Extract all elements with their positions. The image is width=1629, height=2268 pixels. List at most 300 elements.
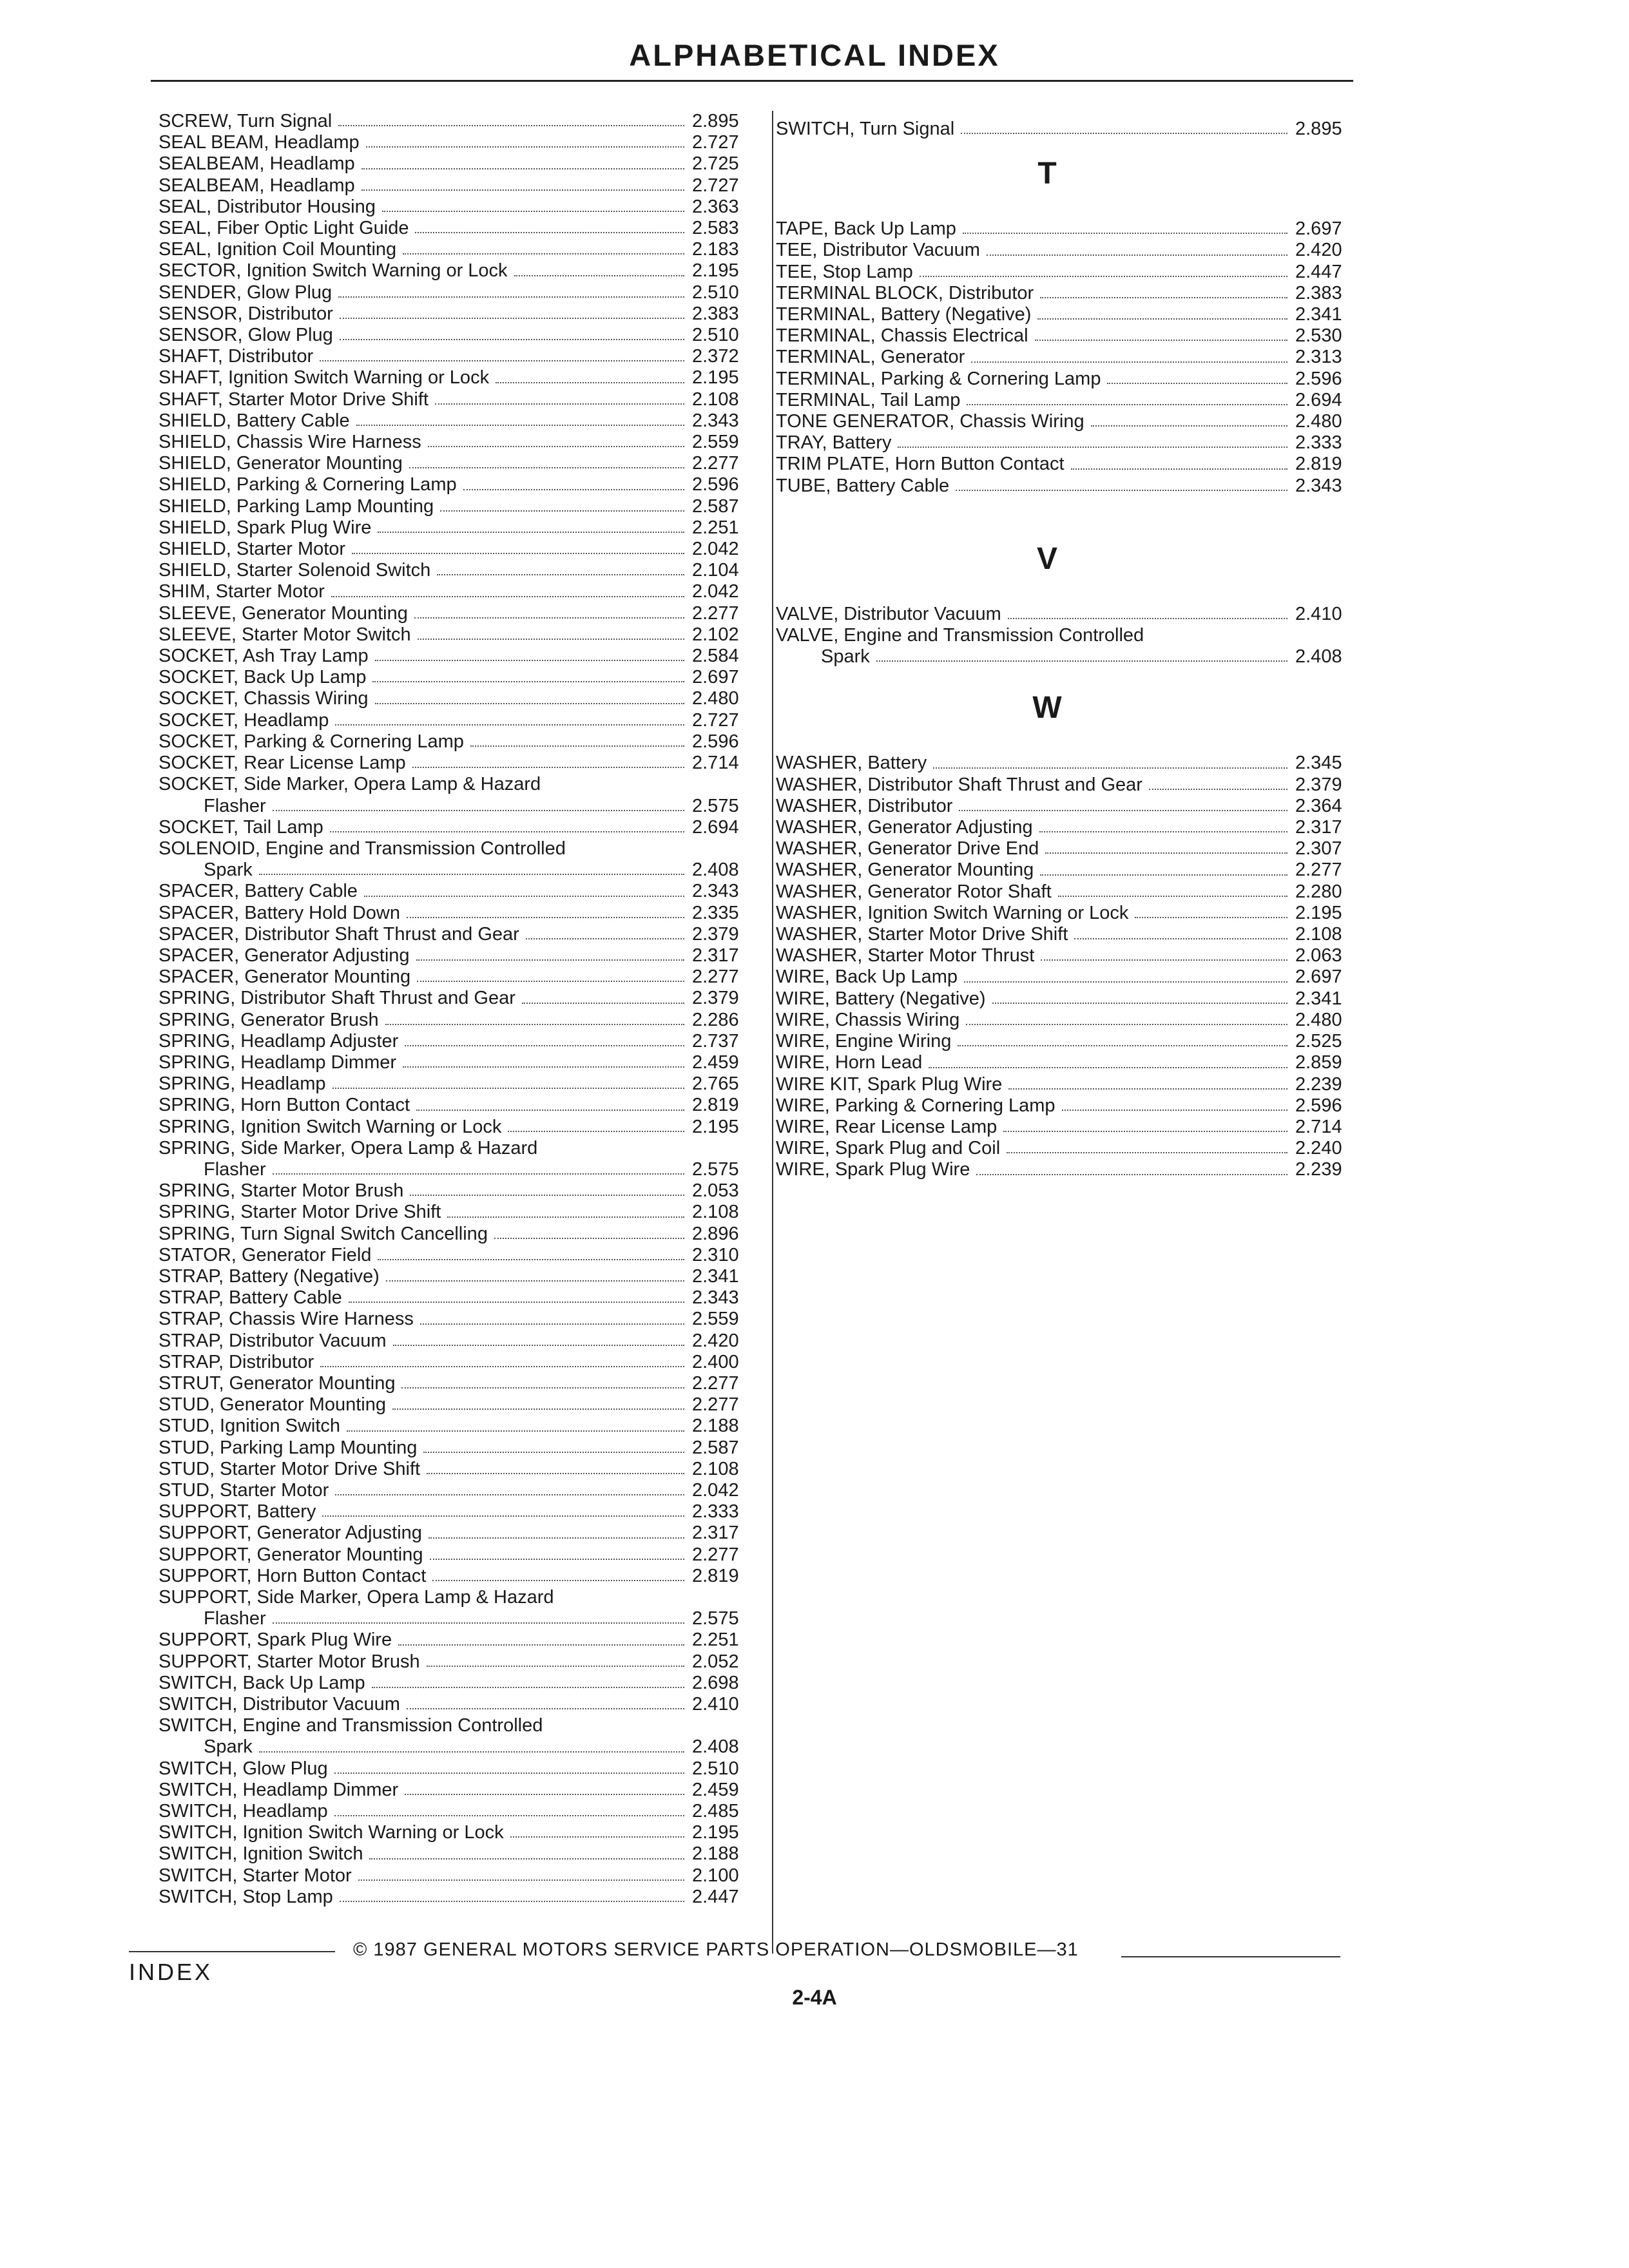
leader-dots (361, 168, 684, 169)
leader-dots (522, 1003, 684, 1004)
entry-page: 2.341 (1295, 304, 1342, 325)
leader-dots (510, 1836, 684, 1838)
entry-page: 2.510 (692, 1758, 739, 1779)
entry-page: 2.525 (1295, 1031, 1342, 1052)
index-entry (159, 1694, 751, 1715)
section-letter-t: T (1037, 157, 1057, 191)
entry-page: 2.277 (692, 602, 739, 624)
entry-label: WIRE, Spark Plug Wire (776, 1159, 970, 1180)
leader-dots (1062, 1110, 1287, 1111)
leader-dots (403, 253, 684, 255)
index-entry (776, 1031, 1360, 1052)
entry-page: 2.587 (692, 1437, 739, 1458)
entry-page: 2.379 (692, 923, 739, 945)
entry-page: 2.277 (1295, 860, 1342, 881)
right-index-column (773, 119, 1360, 1181)
entry-page: 2.063 (1295, 945, 1342, 966)
leader-dots (330, 831, 684, 832)
leader-dots (964, 981, 1287, 983)
entry-label: STRAP, Battery Cable (159, 1287, 342, 1309)
index-entry (776, 625, 1360, 668)
entry-label: SHIELD, Starter Solenoid Switch (159, 560, 431, 581)
index-entry (159, 1117, 751, 1138)
entry-label: SWITCH, Glow Plug (159, 1758, 328, 1779)
entry-page: 2.372 (692, 346, 739, 367)
index-entry (159, 1224, 751, 1245)
leader-dots (987, 255, 1287, 256)
index-entry (159, 1523, 751, 1544)
entry-page: 2.317 (692, 1523, 739, 1544)
leader-dots (418, 639, 684, 640)
entry-label: TRIM PLATE, Horn Button Contact (776, 454, 1065, 475)
entry-page: 2.317 (692, 945, 739, 966)
entry-label: SPRING, Starter Motor Brush (159, 1180, 404, 1202)
index-entry (776, 347, 1360, 368)
entry-label: SWITCH, Engine and Transmission Controlled (159, 1715, 543, 1736)
index-entry (776, 218, 1360, 240)
entry-page: 2.108 (692, 389, 739, 410)
entry-page: 2.345 (1295, 753, 1342, 774)
entry-page: 2.583 (692, 218, 739, 239)
index-entry (159, 432, 751, 453)
entry-page: 2.694 (692, 816, 739, 838)
leader-dots (385, 1024, 684, 1025)
index-entry (159, 1629, 751, 1651)
index-entry (776, 988, 1360, 1010)
entry-label: SPRING, Horn Button Contact (159, 1095, 410, 1116)
leader-dots (430, 1559, 685, 1560)
leader-dots (361, 189, 684, 191)
entry-label: SUPPORT, Battery (159, 1501, 316, 1523)
entry-label: SWITCH, Stop Lamp (159, 1886, 333, 1907)
leader-dots (273, 1622, 684, 1624)
entry-label-continued: Spark (204, 860, 253, 881)
leader-dots (407, 917, 684, 918)
index-entry (159, 1373, 751, 1394)
entry-page: 2.277 (692, 1394, 739, 1416)
entry-label: SEALBEAM, Headlamp (159, 153, 355, 175)
leader-dots (933, 767, 1287, 769)
entry-label: WASHER, Battery (776, 753, 927, 774)
leader-dots (372, 681, 684, 682)
entry-page: 2.584 (692, 646, 739, 667)
entry-label: SUPPORT, Starter Motor Brush (159, 1651, 420, 1672)
index-entry (776, 966, 1360, 988)
index-entry (159, 1480, 751, 1501)
leader-dots (447, 1216, 684, 1218)
leader-dots (322, 1515, 684, 1517)
index-entry (776, 262, 1360, 283)
leader-dots (416, 1110, 684, 1111)
leader-dots (423, 1452, 684, 1453)
entry-page: 2.737 (692, 1030, 739, 1052)
entry-label: SOCKET, Rear License Lamp (159, 753, 406, 774)
title-rule (151, 80, 1353, 82)
leader-dots (920, 276, 1287, 277)
index-entry (776, 945, 1360, 966)
leader-dots (1008, 618, 1287, 619)
index-entry (776, 881, 1360, 903)
entry-label: SCREW, Turn Signal (159, 111, 333, 131)
entry-page: 2.559 (692, 432, 739, 453)
leader-dots (333, 1088, 685, 1089)
index-entry (159, 924, 751, 945)
index-entry (776, 476, 1360, 497)
entry-label: SOCKET, Chassis Wiring (159, 688, 369, 709)
entry-page: 2.195 (692, 367, 739, 389)
leader-dots (463, 489, 684, 490)
index-entry (159, 710, 751, 731)
entry-label-continued: Flasher (204, 795, 266, 816)
index-entry (159, 197, 751, 218)
leader-dots (496, 382, 684, 383)
entry-page: 2.188 (692, 1843, 739, 1865)
index-entry (159, 1544, 751, 1566)
entry-page: 2.195 (1295, 902, 1342, 923)
entry-page: 2.363 (692, 196, 739, 217)
entry-label: SOCKET, Parking & Cornering Lamp (159, 731, 464, 752)
entry-label: TUBE, Battery Cable (776, 475, 950, 496)
entry-label: SOLENOID, Engine and Transmission Controlled (159, 838, 566, 859)
section-v-list (773, 604, 1360, 668)
index-entry (776, 1117, 1360, 1138)
entry-page: 2.341 (692, 1265, 739, 1287)
entry-page: 2.714 (1295, 1116, 1342, 1137)
entry-label-continued: Flasher (204, 1158, 266, 1180)
leader-dots (338, 296, 684, 298)
entry-label: TAPE, Back Up Lamp (776, 218, 956, 240)
entry-page: 2.042 (692, 1480, 739, 1501)
entry-label: STRAP, Chassis Wire Harness (159, 1309, 414, 1330)
index-entry (159, 1587, 751, 1629)
entry-label: TRAY, Battery (776, 432, 892, 454)
entry-page: 2.727 (692, 132, 739, 153)
entry-label: SHIELD, Spark Plug Wire (159, 517, 372, 538)
index-entry (159, 153, 751, 175)
leader-dots (1035, 340, 1287, 341)
index-entry (776, 1052, 1360, 1073)
leader-dots (320, 360, 684, 361)
entry-label: WIRE, Spark Plug and Coil (776, 1138, 1001, 1159)
entry-label: WASHER, Distributor (776, 795, 953, 816)
index-entry (159, 1437, 751, 1459)
entry-page: 2.420 (1295, 240, 1342, 261)
entry-label: SHIELD, Battery Cable (159, 410, 350, 431)
entry-label: SWITCH, Ignition Switch Warning or Lock (159, 1822, 504, 1843)
entry-page: 2.410 (1295, 603, 1342, 624)
entry-label: SOCKET, Tail Lamp (159, 816, 323, 838)
index-entry (776, 1159, 1360, 1180)
entry-page: 2.277 (692, 1544, 739, 1565)
index-entry (159, 1245, 751, 1266)
entry-page: 2.333 (1295, 432, 1342, 454)
leader-dots (349, 1302, 684, 1303)
entry-label: WIRE, Back Up Lamp (776, 966, 958, 988)
index-entry (776, 1010, 1360, 1031)
entry-label: STUD, Ignition Switch (159, 1416, 341, 1437)
leader-dots (432, 1580, 684, 1581)
leader-dots (470, 745, 684, 747)
entry-page: 2.195 (692, 1116, 739, 1137)
leader-dots (967, 404, 1287, 405)
entry-page: 2.108 (692, 1458, 739, 1479)
index-entry (776, 390, 1360, 411)
index-entry (159, 1459, 751, 1480)
leader-dots (273, 1173, 684, 1175)
index-entry (159, 1673, 751, 1694)
entry-label: WIRE, Engine Wiring (776, 1031, 952, 1052)
entry-label: STRAP, Distributor (159, 1351, 314, 1372)
entry-page: 2.420 (692, 1330, 739, 1351)
index-entry (159, 1501, 751, 1523)
entry-label: SEAL, Distributor Housing (159, 196, 376, 217)
entry-page: 2.313 (1295, 347, 1342, 368)
entry-label: SHIELD, Parking & Cornering Lamp (159, 474, 457, 495)
leader-dots (416, 959, 684, 961)
index-entry (776, 753, 1360, 774)
entry-page: 2.575 (692, 795, 739, 816)
entry-label: SPRING, Starter Motor Drive Shift (159, 1202, 441, 1223)
entry-page: 2.819 (692, 1565, 739, 1586)
entry-label: SUPPORT, Spark Plug Wire (159, 1629, 392, 1651)
entry-label: TEE, Distributor Vacuum (776, 240, 980, 261)
entry-label: TERMINAL BLOCK, Distributor (776, 282, 1034, 303)
leader-dots (378, 532, 684, 533)
entry-page: 2.408 (692, 860, 739, 881)
entry-page: 2.859 (1295, 1052, 1342, 1073)
leader-dots (1008, 1088, 1287, 1090)
entry-page: 2.697 (1295, 966, 1342, 988)
entry-page: 2.480 (1295, 411, 1342, 432)
entry-label: SHIELD, Generator Mounting (159, 453, 403, 474)
entry-label: SWITCH, Headlamp (159, 1801, 328, 1822)
left-index-column (159, 111, 751, 1908)
entry-page: 2.510 (692, 282, 739, 303)
entry-label: TEE, Stop Lamp (776, 261, 913, 282)
leader-dots (340, 339, 684, 340)
entry-label: SEAL BEAM, Headlamp (159, 132, 360, 153)
leader-dots (958, 1045, 1287, 1046)
index-entry (159, 667, 751, 688)
index-entry (159, 731, 751, 753)
entry-label: SENSOR, Glow Plug (159, 325, 333, 346)
entry-page: 2.307 (1295, 838, 1342, 860)
entry-page: 2.530 (1295, 325, 1342, 347)
entry-label: WASHER, Generator Adjusting (776, 817, 1033, 838)
entry-label: SPRING, Generator Brush (159, 1009, 379, 1030)
index-entry (159, 838, 751, 881)
entry-label: SEAL, Fiber Optic Light Guide (159, 218, 409, 239)
entry-label: SWITCH, Headlamp Dimmer (159, 1779, 399, 1800)
leader-dots (412, 767, 684, 768)
entry-page: 2.697 (1295, 218, 1342, 240)
leader-dots (369, 1858, 684, 1860)
index-entry (159, 581, 751, 602)
entry-page: 2.895 (1295, 119, 1342, 139)
index-entry (159, 410, 751, 432)
entry-page: 2.480 (1295, 1009, 1342, 1030)
section-w-list (773, 753, 1360, 1180)
leader-dots (410, 1195, 684, 1196)
entry-label: TERMINAL, Battery (Negative) (776, 304, 1032, 325)
footer-copyright: © 1987 GENERAL MOTORS SERVICE PARTS OPERATION—OLDSMOBILE—31 (353, 1939, 1079, 1960)
entry-page: 2.596 (692, 731, 739, 752)
index-entry (159, 1822, 751, 1843)
index-entry (159, 753, 751, 774)
entry-label: SPRING, Ignition Switch Warning or Lock (159, 1116, 502, 1137)
entry-label: SOCKET, Back Up Lamp (159, 667, 367, 688)
index-entry (159, 1651, 751, 1673)
leader-dots (929, 1067, 1287, 1068)
index-entry (159, 817, 751, 838)
leader-dots (956, 490, 1287, 491)
entry-page: 2.195 (692, 260, 739, 282)
leader-dots (428, 446, 684, 447)
entry-page: 2.240 (1295, 1138, 1342, 1159)
leader-dots (1039, 831, 1287, 832)
index-entry (159, 903, 751, 924)
entry-label: WASHER, Starter Motor Drive Shift (776, 924, 1068, 945)
entry-label: STUD, Parking Lamp Mounting (159, 1437, 418, 1458)
entry-label: SEALBEAM, Headlamp (159, 175, 355, 196)
leader-dots (334, 1773, 684, 1774)
entry-page: 2.447 (1295, 261, 1342, 282)
entry-page: 2.277 (692, 1372, 739, 1394)
index-entry (159, 624, 751, 646)
entry-label: SLEEVE, Starter Motor Switch (159, 624, 411, 645)
entry-label: WIRE, Parking & Cornering Lamp (776, 1095, 1055, 1116)
entry-page: 2.343 (1295, 475, 1342, 496)
index-entry (776, 304, 1360, 325)
index-entry (159, 988, 751, 1009)
index-entry (159, 1416, 751, 1437)
entry-page: 2.587 (692, 495, 739, 517)
entry-page: 2.697 (692, 667, 739, 688)
leader-dots (1003, 1131, 1287, 1132)
entry-label: SOCKET, Side Marker, Opera Lamp & Hazard (159, 774, 541, 795)
entry-page: 2.596 (1295, 368, 1342, 389)
index-entry (776, 240, 1360, 261)
entry-label: SHIELD, Starter Motor (159, 539, 346, 560)
leader-dots (959, 810, 1287, 811)
entry-label: WASHER, Generator Drive End (776, 838, 1039, 860)
index-entry (159, 474, 751, 495)
index-entry (776, 1095, 1360, 1117)
entry-label: SOCKET, Headlamp (159, 709, 329, 731)
entry-page: 2.694 (1295, 389, 1342, 410)
index-entry (776, 1074, 1360, 1095)
leader-dots (435, 403, 684, 405)
entry-label: SWITCH, Turn Signal (776, 119, 955, 139)
index-entry (159, 1073, 751, 1095)
entry-page: 2.819 (692, 1095, 739, 1116)
entry-page: 2.335 (692, 902, 739, 923)
entry-label: WIRE, Horn Lead (776, 1052, 923, 1073)
leader-dots (409, 467, 684, 468)
leader-dots (992, 1003, 1287, 1004)
index-entry (159, 1715, 751, 1758)
entry-page: 2.459 (692, 1779, 739, 1800)
entry-page: 2.575 (692, 1158, 739, 1180)
entry-label: WIRE KIT, Spark Plug Wire (776, 1073, 1003, 1095)
entry-page: 2.188 (692, 1416, 739, 1437)
entry-page: 2.102 (692, 624, 739, 645)
entry-label: SPRING, Headlamp Adjuster (159, 1030, 399, 1052)
entry-label: SHAFT, Ignition Switch Warning or Lock (159, 367, 490, 389)
leader-dots (427, 1473, 684, 1474)
entry-page: 2.459 (692, 1052, 739, 1073)
entry-label: STUD, Generator Mounting (159, 1394, 386, 1416)
entry-label: WIRE, Rear License Lamp (776, 1116, 998, 1137)
leader-dots (1058, 896, 1287, 897)
index-entry (159, 1180, 751, 1202)
entry-label: TERMINAL, Parking & Cornering Lamp (776, 368, 1101, 389)
entry-label: SEAL, Ignition Coil Mounting (159, 239, 397, 260)
index-entry (159, 1010, 751, 1031)
entry-label: WASHER, Distributor Shaft Thrust and Gear (776, 774, 1142, 795)
section-letter-w: W (1032, 691, 1062, 726)
index-entry (159, 1287, 751, 1309)
index-entry (159, 560, 751, 581)
entry-label: WASHER, Ignition Switch Warning or Lock (776, 902, 1129, 923)
entry-label: SPRING, Headlamp (159, 1073, 326, 1095)
entry-page: 2.310 (692, 1244, 739, 1265)
entry-label: SLEEVE, Generator Mounting (159, 602, 408, 624)
entry-label: SPRING, Headlamp Dimmer (159, 1052, 397, 1073)
entry-label: SPACER, Distributor Shaft Thrust and Gear (159, 923, 519, 945)
leader-dots (366, 146, 684, 148)
footer-rule-right (1121, 1956, 1340, 1957)
entry-page: 2.896 (692, 1223, 739, 1244)
entry-page: 2.280 (1295, 881, 1342, 902)
index-entry (776, 796, 1360, 817)
leader-dots (347, 1430, 684, 1432)
index-entry (159, 1801, 751, 1822)
index-entry (159, 282, 751, 303)
leader-dots (372, 1687, 684, 1688)
entry-page: 2.343 (692, 410, 739, 431)
leader-dots (335, 1494, 684, 1495)
leader-dots (331, 596, 684, 597)
leader-dots (963, 233, 1287, 234)
entry-label: STUD, Starter Motor (159, 1480, 329, 1501)
entry-page: 2.239 (1295, 1073, 1342, 1095)
entry-label: VALVE, Engine and Transmission Controlled (776, 625, 1144, 646)
index-entry (159, 1780, 751, 1801)
index-entry (159, 1843, 751, 1865)
index-entry (159, 881, 751, 902)
leader-dots (358, 1879, 684, 1881)
index-entry (159, 1352, 751, 1373)
index-entry (159, 496, 751, 517)
entry-page: 2.383 (692, 303, 739, 324)
index-entry (776, 860, 1360, 881)
entry-label: STRUT, Generator Mounting (159, 1372, 396, 1394)
entry-label: SPRING, Side Marker, Opera Lamp & Hazard (159, 1137, 538, 1158)
entry-label: WASHER, Generator Mounting (776, 860, 1034, 881)
index-entry (159, 303, 751, 325)
entry-label: STATOR, Generator Field (159, 1244, 372, 1265)
leader-dots (494, 1238, 684, 1239)
leader-dots (1040, 874, 1287, 876)
index-entry (776, 838, 1360, 860)
entry-page: 2.343 (692, 881, 739, 902)
leader-dots (335, 724, 684, 726)
leader-dots (1041, 959, 1287, 961)
leader-dots (364, 896, 684, 897)
leader-dots (1037, 318, 1287, 320)
leader-dots (876, 660, 1287, 662)
